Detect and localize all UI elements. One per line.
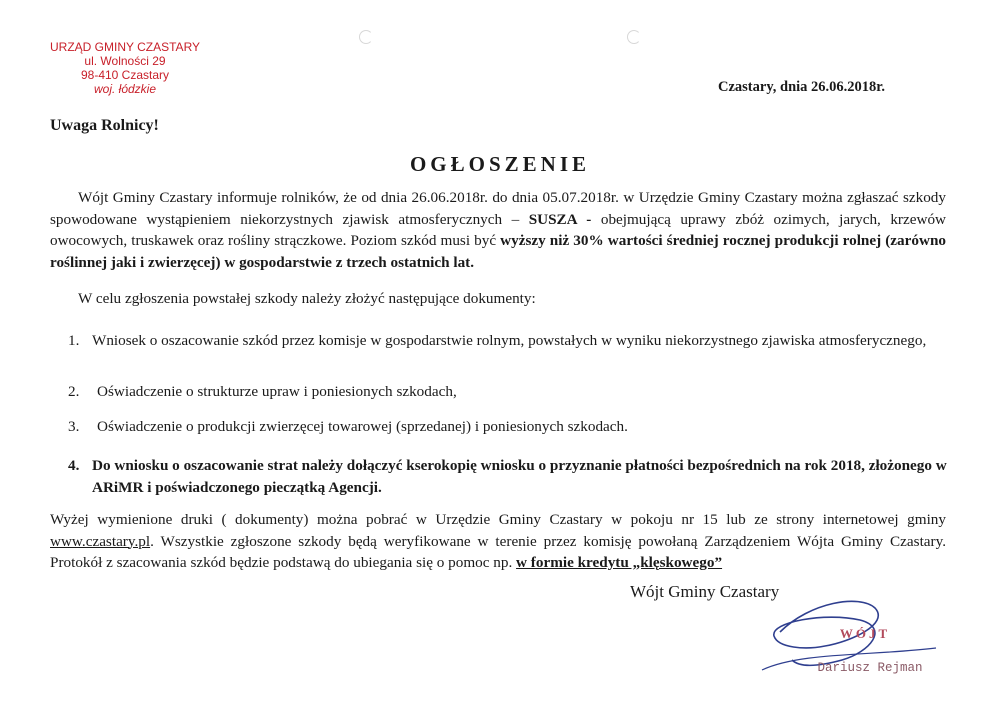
list-number: 1. [68, 332, 80, 349]
documents-intro: W celu zgłoszenia powstałej szkody należy złożyć następujące dokumenty: [78, 290, 536, 307]
stamp-postal: 98-410 Czastary [80, 68, 170, 82]
stamp-voivodeship: woj. łódzkie [93, 82, 157, 96]
drought-label: SUSZA - [528, 210, 592, 228]
list-item [68, 381, 946, 403]
stamp-role: WÓJT [839, 626, 891, 641]
intro-text-2: obejmującą uprawy zbóż ozimych, jarych, krzewów owocowych, truskawek oraz rośliny strączkowe. Poziom szkód musi być [50, 210, 947, 249]
intro-text-1: Wójt Gminy Czastary informuje rolników, że od dnia 26.06.2018r. do dnia 05.07.2018r. w Urzędzie Gminy Czastary można zgłaszać szkody spowodowane wystąpieniem niekorzystnych zjawisk atmosferycznych – [50, 189, 946, 228]
list-item [68, 330, 946, 352]
list-item-text: Wniosek o oszacowanie szkód przez komisje w gospodarstwie rolnym, powstałych w wyniku niekorzystnego zjawiska atmosferycznego, [92, 332, 927, 349]
list-number: 3. [68, 418, 80, 435]
closing-text-2: . Wszystkie zgłoszone szkody będą weryfikowane w terenie przez komisję powołaną Zarządzeniem Wójta Gminy Czastary. Protokół z szacowania szkód będzie podstawą do ubiegania się o pomoc np. [50, 532, 946, 571]
credit-note: w formie kredytu „klęskowego” [516, 554, 723, 571]
closing-text-1: Wyżej wymienione druki ( dokumenty) można pobrać w Urzędzie Gminy Czastary w pokoju nr 15 lub ze strony internetowej gminy [50, 511, 946, 528]
list-item-text: Do wniosku o oszacowanie strat należy dołączyć kserokopię wniosku o przyznanie płatności bezpośrednich na rok 2018, złożonego w ARiMR i poświadczonego pieczątką Agencji. [92, 457, 947, 496]
signature-title: Wójt Gminy Czastary [630, 582, 780, 601]
damage-condition: wyższy niż 30% wartości średniej rocznej produkcji rolnej (zarówno roślinnej jaki i zwierzęcej) w gospodarstwie z trzech ostatnich lat. [50, 232, 946, 271]
intro-paragraph [50, 187, 946, 273]
list-number: 2. [68, 383, 80, 400]
list-item [68, 455, 948, 498]
list-item [68, 416, 946, 438]
document-date: Czastary, dnia 26.06.2018r. [718, 79, 886, 95]
website-link[interactable]: www.czastary.pl [50, 532, 151, 550]
stamp-name: Dariusz Rejman [817, 661, 923, 675]
page-title: OGŁOSZENIE [409, 152, 591, 176]
list-number: 4. [68, 457, 80, 474]
stamp-street: ul. Wolności 29 [84, 54, 166, 68]
office-stamp [50, 40, 200, 96]
punch-hole [359, 30, 373, 44]
list-item-text: Oświadczenie o produkcji zwierzęcej towarowej (sprzedanej) i poniesionych szkodach. [97, 418, 628, 435]
greeting: Uwaga Rolnicy! [50, 117, 159, 134]
stamp-office-name: URZĄD GMINY CZASTARY [50, 40, 201, 54]
list-item-text: Oświadczenie o strukturze upraw i poniesionych szkodach, [97, 383, 457, 400]
closing-paragraph [50, 509, 946, 574]
punch-hole [627, 30, 641, 44]
